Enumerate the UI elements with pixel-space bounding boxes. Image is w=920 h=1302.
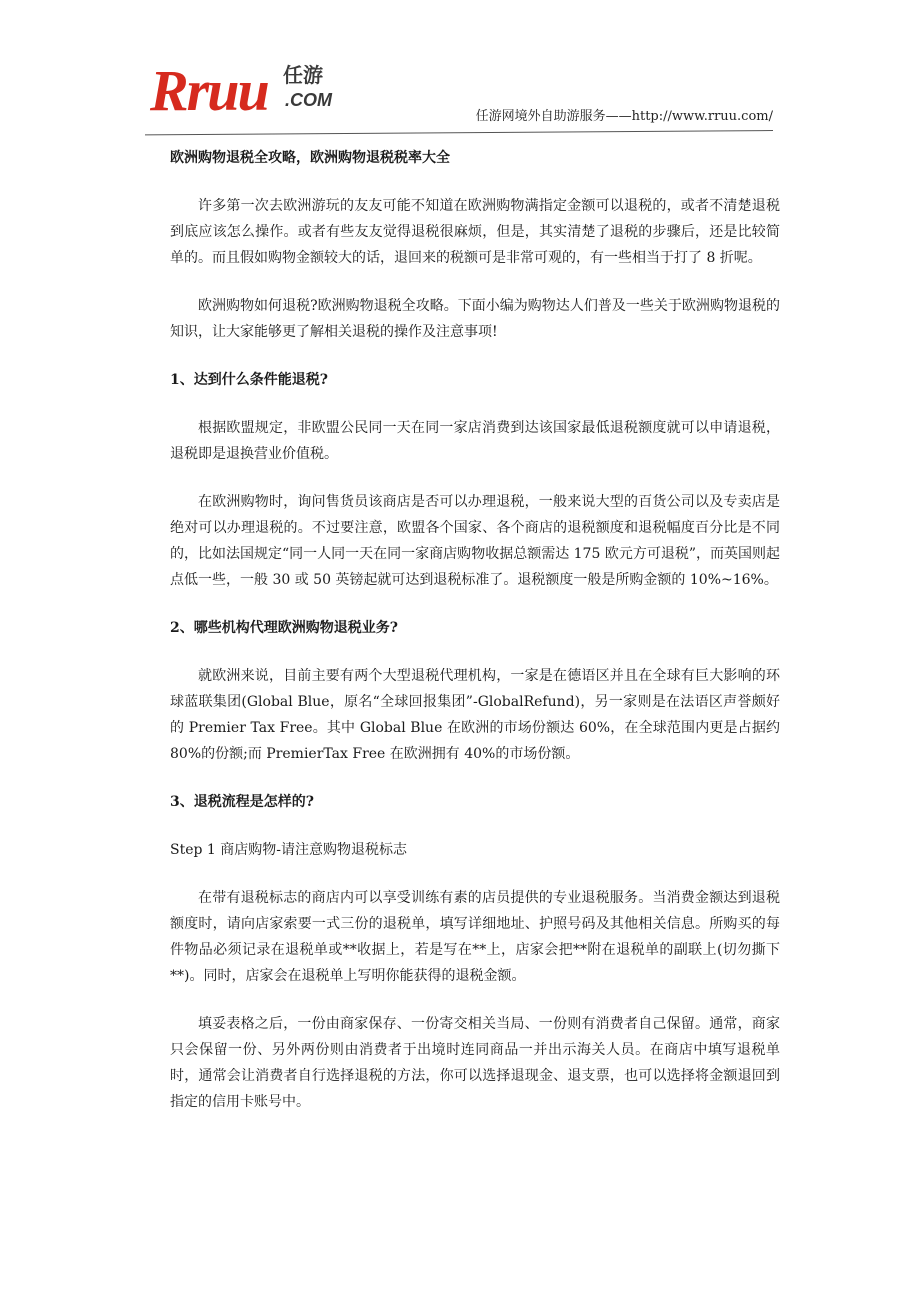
page-header	[145, 50, 785, 132]
article-body	[170, 145, 780, 1137]
section-1-heading: 1、达到什么条件能退税?	[170, 372, 328, 388]
header-tagline: 任游网境外自助游服务——http://www.rruu.com/	[475, 109, 773, 124]
header-divider	[145, 130, 773, 135]
section-3-paragraph-1: 在带有退税标志的商店内可以享受训练有素的店员提供的专业退税服务。当消费金额达到退税额度时，请向店家索要一式三份的退税单，填写详细地址、护照号码及其他相关信息。所购买的每件物品必须记录在退税单或**收据上，若是写在**上，店家会把**附在退税单的副联上(切勿撕下**)。同时，店家会在退税单上写明你能获得的退税金额。	[170, 890, 780, 984]
logo-latin: Rruu	[150, 58, 268, 123]
intro-paragraph-1: 许多第一次去欧洲游玩的友友可能不知道在欧洲购物满指定金额可以退税的，或者不清楚退税到底应该怎么操作。或者有些友友觉得退税很麻烦，但是，其实清楚了退税的步骤后，还是比较简单的。而且假如购物金额较大的话，退回来的税额可是非常可观的，有一些相当于打了 8 折呢。	[170, 198, 780, 266]
intro-paragraph-2: 欧洲购物如何退税?欧洲购物退税全攻略。下面小编为购物达人们普及一些关于欧洲购物退税的知识，让大家能够更了解相关退税的操作及注意事项!	[170, 298, 780, 340]
section-1-paragraph-2: 在欧洲购物时，询问售货员该商店是否可以办理退税，一般来说大型的百货公司以及专卖店是绝对可以办理退税的。不过要注意，欧盟各个国家、各个商店的退税额度和退税幅度百分比是不同的，比如法国规定“同一人同一天在同一家商店购物收据总额需达 175 欧元方可退税”，而英国则起点低一些，一般 30 或 50 英镑起就可达到退税标准了。退税额度一般是所购金额的 10%~16%。	[170, 494, 780, 588]
section-3-heading: 3、退税流程是怎样的?	[170, 794, 314, 810]
section-2-heading: 2、哪些机构代理欧洲购物退税业务?	[170, 620, 398, 636]
rruu-logo[interactable]	[145, 60, 345, 122]
step-1-label: Step 1 商店购物-请注意购物退税标志	[170, 842, 408, 858]
logo-com: .COM	[285, 90, 332, 110]
section-2-paragraph-1: 就欧洲来说，目前主要有两个大型退税代理机构，一家是在德语区并且在全球有巨大影响的环球蓝联集团(Global Blue，原名“全球回报集团”-GlobalRefund)，另一家则是在法语区声誉颇好的 Premier Tax Free。其中 Global Blue 在欧洲的市场份额达 60%，在全球范围内更是占据约 80%的份额;而 PremierTax Free 在欧洲拥有 40%的市场份额。	[170, 668, 780, 762]
article-title: 欧洲购物退税全攻略，欧洲购物退税税率大全	[170, 150, 450, 166]
section-1-paragraph-1: 根据欧盟规定，非欧盟公民同一天在同一家店消费到达该国家最低退税额度就可以申请退税，退税即是退换营业价值税。	[170, 420, 780, 462]
logo-chinese: 任游	[283, 63, 323, 87]
section-3-paragraph-2: 填妥表格之后，一份由商家保存、一份寄交相关当局、一份则有消费者自己保留。通常，商家只会保留一份、另外两份则由消费者于出境时连同商品一并出示海关人员。在商店中填写退税单时，通常会让消费者自行选择退税的方法，你可以选择退现金、退支票，也可以选择将金额退回到指定的信用卡账号中。	[170, 1016, 780, 1110]
